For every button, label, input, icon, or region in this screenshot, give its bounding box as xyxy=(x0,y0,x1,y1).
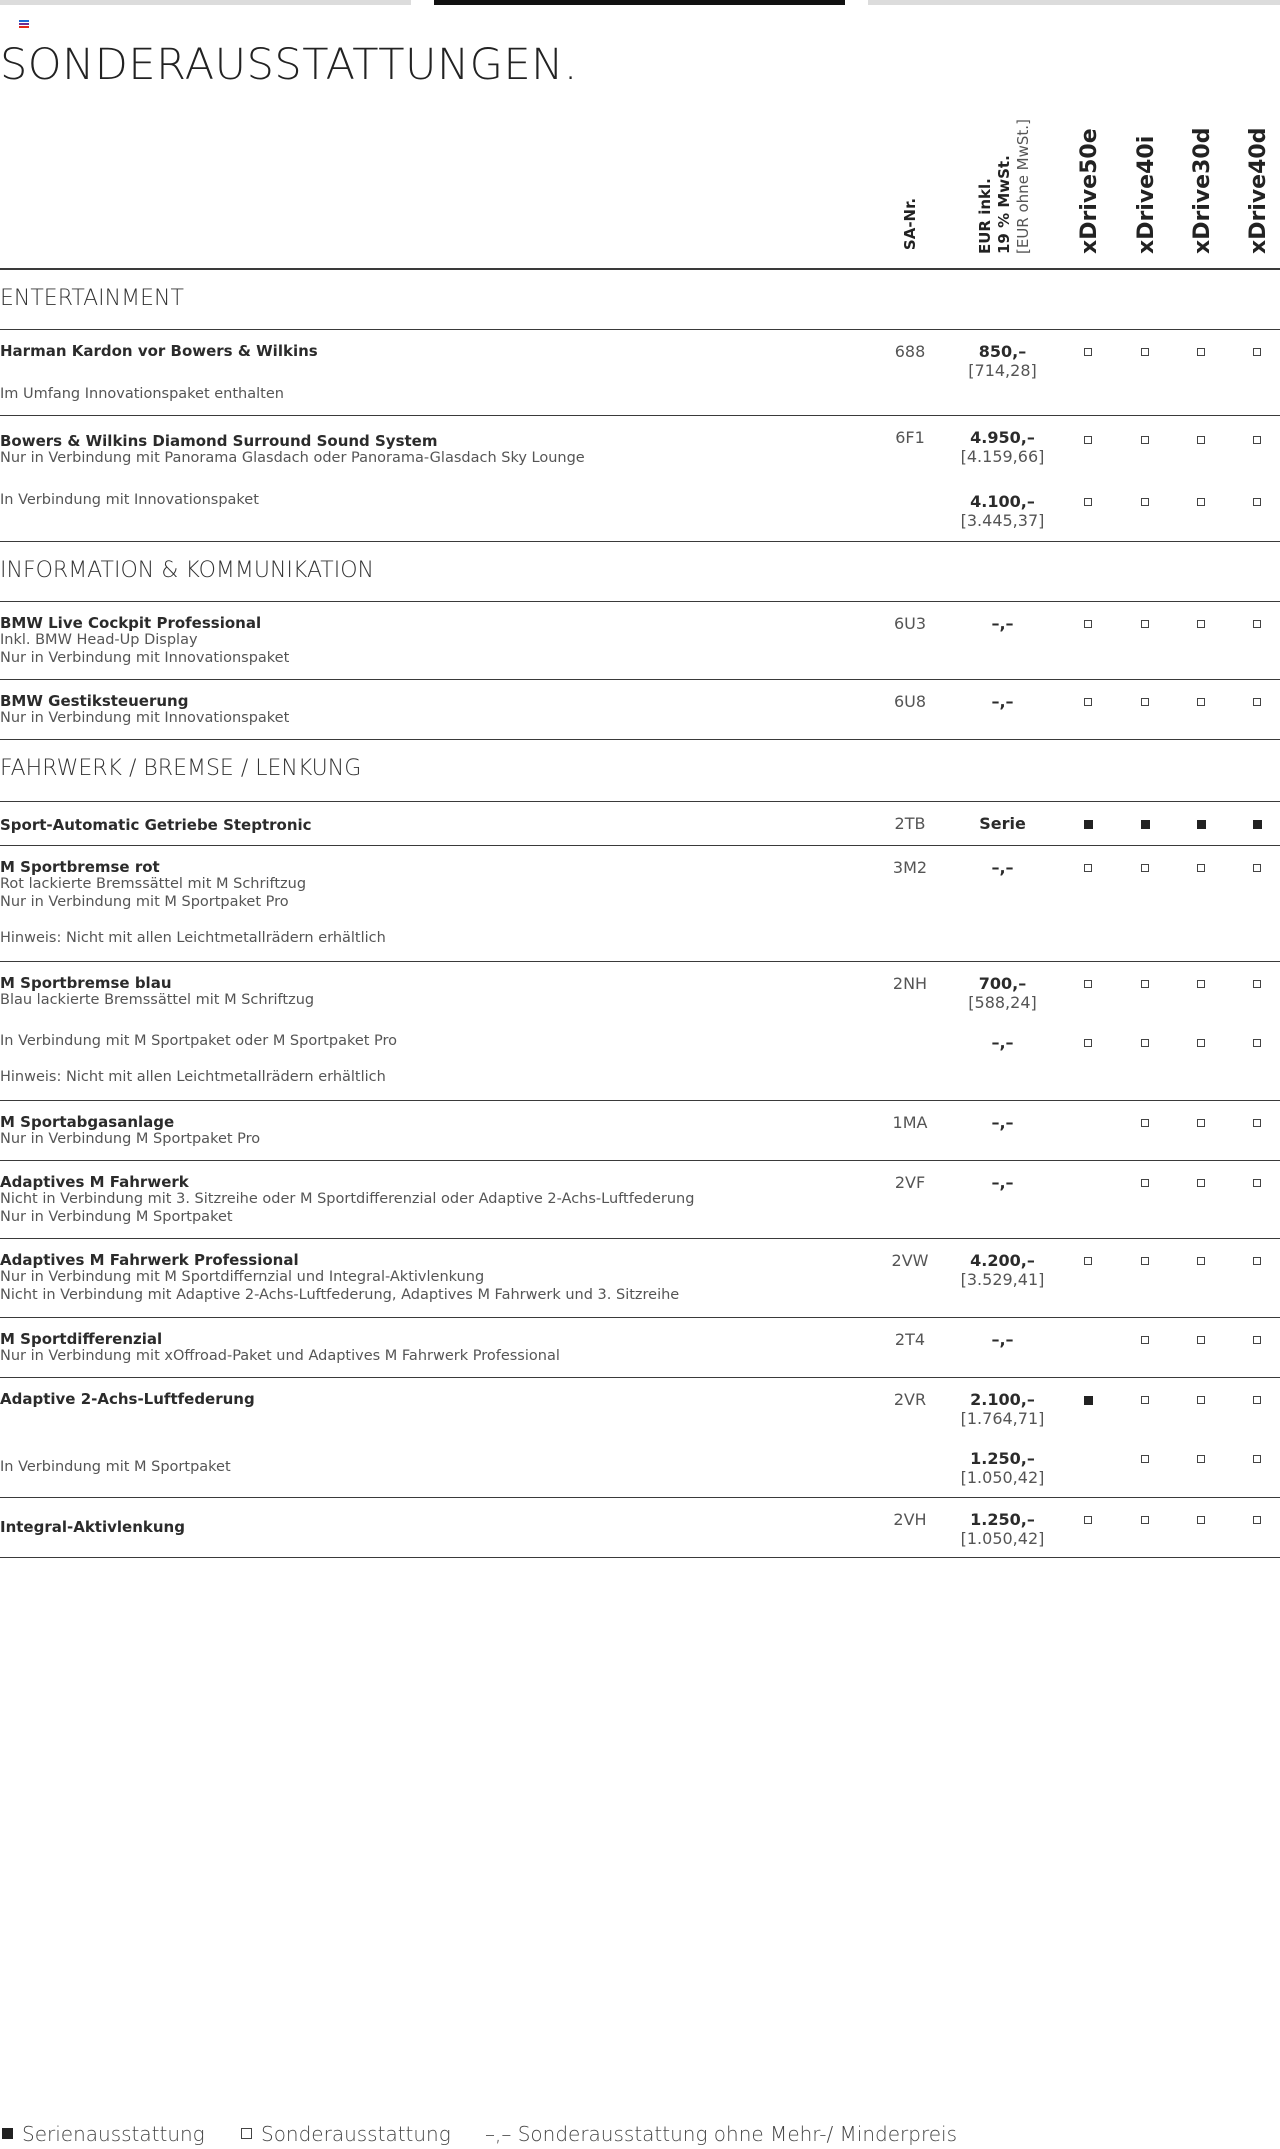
table-row-bowers-wilkins: Bowers & Wilkins Diamond Surround Sound System Nur in Verbindung mit Panorama Glasdach oder Panorama-Glasdach Sky Lounge In Verbindung mit Innovationspaket 6F1 4.950,– [4.159,66] 4.100,– [3.445,37] xyxy=(0,416,1280,542)
option-xdrive50e xyxy=(1084,620,1092,628)
header-sa-nr: SA-Nr. xyxy=(901,197,919,251)
standard-xdrive50e xyxy=(1084,1396,1093,1405)
table-row-adaptives-fahrwerk: Adaptives M Fahrwerk Nicht in Verbindung mit 3. Sitzreihe oder M Sportdifferenzial oder Adaptive 2-Achs-Luftfederung Nur in Verbindung M Sportpaket 2VF –,– xyxy=(0,1161,1280,1239)
option-xdrive40d-alt xyxy=(1253,498,1261,506)
option-xdrive50e xyxy=(1084,980,1092,988)
option-xdrive40i xyxy=(1141,1396,1149,1404)
header-model-xdrive40d: xDrive40d xyxy=(1246,127,1271,254)
legend-no-price: –,– Sonderausstattung ohne Mehr-/ Minderpreis xyxy=(485,2122,958,2146)
option-xdrive50e xyxy=(1084,1257,1092,1265)
table-row-sportbremse-rot: M Sportbremse rot Rot lackierte Bremssättel mit M Schriftzug Nur in Verbindung mit M Sportpaket Pro Hinweis: Nicht mit allen Leichtmetallrädern erhältlich 3M2 –,– xyxy=(0,846,1280,962)
option-xdrive40d xyxy=(1253,698,1261,706)
option-xdrive40d xyxy=(1253,980,1261,988)
progress-segment-3 xyxy=(868,0,1280,5)
option-xdrive40d xyxy=(1253,1257,1261,1265)
option-xdrive40i xyxy=(1141,980,1149,988)
option-xdrive30d xyxy=(1197,1516,1205,1524)
option-xdrive30d xyxy=(1197,1396,1205,1404)
option-xdrive30d xyxy=(1197,436,1205,444)
option-xdrive40i-alt xyxy=(1141,1039,1149,1047)
option-xdrive40d xyxy=(1253,1119,1261,1127)
table-row-live-cockpit: BMW Live Cockpit Professional Inkl. BMW Head-Up Display Nur in Verbindung mit Innovationspaket 6U3 –,– xyxy=(0,602,1280,680)
option-xdrive40i xyxy=(1141,864,1149,872)
option-xdrive40i xyxy=(1141,436,1149,444)
table-row-steptronic: Sport-Automatic Getriebe Steptronic 2TB Serie xyxy=(0,802,1280,846)
progress-segment-1 xyxy=(0,0,411,5)
option-xdrive40d xyxy=(1253,1396,1261,1404)
table-header xyxy=(0,110,1280,270)
option-xdrive40d xyxy=(1253,1336,1261,1344)
option-xdrive30d xyxy=(1197,348,1205,356)
option-xdrive50e xyxy=(1084,864,1092,872)
option-xdrive40i xyxy=(1141,1179,1149,1187)
section-entertainment xyxy=(0,270,1280,330)
option-xdrive40i xyxy=(1141,348,1149,356)
option-xdrive40d xyxy=(1253,864,1261,872)
option-xdrive50e xyxy=(1084,348,1092,356)
option-xdrive30d-alt xyxy=(1197,1455,1205,1463)
option-xdrive30d xyxy=(1197,864,1205,872)
option-xdrive40i xyxy=(1141,1336,1149,1344)
option-xdrive40i-alt xyxy=(1141,1455,1149,1463)
legend-optional: Sonderausstattung xyxy=(241,2122,451,2146)
option-xdrive50e xyxy=(1084,436,1092,444)
option-xdrive30d xyxy=(1197,980,1205,988)
legend-standard: Serienausstattung xyxy=(2,2122,205,2146)
progress-segment-2-active xyxy=(434,0,845,5)
header-model-xdrive40i: xDrive40i xyxy=(1134,135,1159,254)
header-price: EUR inkl. 19 % MwSt. [EUR ohne MwSt.] xyxy=(976,119,1032,254)
section-title: FAHRWERK / BREMSE / LENKUNG xyxy=(0,756,362,781)
section-title: ENTERTAINMENT xyxy=(0,286,184,311)
option-xdrive30d-alt xyxy=(1197,1039,1205,1047)
table-row-gestiksteuerung: BMW Gestiksteuerung Nur in Verbindung mit Innovationspaket 6U8 –,– xyxy=(0,680,1280,740)
section-title: INFORMATION & KOMMUNIKATION xyxy=(0,558,374,583)
option-xdrive30d xyxy=(1197,620,1205,628)
option-xdrive40i xyxy=(1141,1257,1149,1265)
option-xdrive40i xyxy=(1141,698,1149,706)
option-xdrive40i-alt xyxy=(1141,498,1149,506)
option-xdrive30d xyxy=(1197,698,1205,706)
option-xdrive50e xyxy=(1084,1516,1092,1524)
option-xdrive40d xyxy=(1253,436,1261,444)
option-xdrive40d-alt xyxy=(1253,1455,1261,1463)
flag-icon xyxy=(19,20,29,28)
option-xdrive50e-alt xyxy=(1084,1039,1092,1047)
option-xdrive40i xyxy=(1141,1516,1149,1524)
table-row-fahrwerk-professional: Adaptives M Fahrwerk Professional Nur in Verbindung mit M Sportdiffernzial und Integral-Aktivlenkung Nicht in Verbindung mit Adaptive 2-Achs-Luftfederung, Adaptives M Fahrwerk und 3. Sitzreihe 2VW 4.200,– [3.529,41] xyxy=(0,1239,1280,1318)
option-xdrive30d-alt xyxy=(1197,498,1205,506)
option-xdrive40i xyxy=(1141,620,1149,628)
table-row-luftfederung: Adaptive 2-Achs-Luftfederung In Verbindung mit M Sportpaket 2VR 2.100,– [1.764,71] 1.250,– [1.050,42] xyxy=(0,1378,1280,1498)
option-xdrive30d xyxy=(1197,1119,1205,1127)
standard-xdrive40d xyxy=(1253,820,1262,829)
header-model-xdrive50e: xDrive50e xyxy=(1077,128,1102,254)
option-xdrive50e-alt xyxy=(1084,498,1092,506)
page-title: SONDERAUSSTATTUNGEN. xyxy=(0,40,578,90)
option-xdrive40i xyxy=(1141,1119,1149,1127)
section-fahrwerk-bremse-lenkung xyxy=(0,740,1280,802)
page-progress-bars xyxy=(0,0,1280,6)
table-row-integral-aktivlenkung: Integral-Aktivlenkung 2VH 1.250,– [1.050,42] xyxy=(0,1498,1280,1558)
header-model-xdrive30d: xDrive30d xyxy=(1190,127,1215,254)
option-xdrive30d xyxy=(1197,1336,1205,1344)
option-xdrive30d xyxy=(1197,1179,1205,1187)
option-xdrive40d-alt xyxy=(1253,1039,1261,1047)
optional-square-icon xyxy=(241,2128,252,2139)
table-row-sportbremse-blau: M Sportbremse blau Blau lackierte Bremssättel mit M Schriftzug In Verbindung mit M Sportpaket oder M Sportpaket Pro Hinweis: Nicht mit allen Leichtmetallrädern erhältlich 2NH 700,– [588,24] –,– xyxy=(0,962,1280,1101)
option-xdrive50e xyxy=(1084,698,1092,706)
standard-xdrive50e xyxy=(1084,820,1093,829)
section-information-kommunikation xyxy=(0,542,1280,602)
standard-xdrive40i xyxy=(1141,820,1150,829)
option-xdrive40d xyxy=(1253,348,1261,356)
option-xdrive40d xyxy=(1253,620,1261,628)
option-xdrive30d xyxy=(1197,1257,1205,1265)
table-row-harman-kardon: Harman Kardon vor Bowers & Wilkins Im Umfang Innovationspaket enthalten 688 850,– [714,28] xyxy=(0,330,1280,416)
table-row-sportdifferenzial: M Sportdifferenzial Nur in Verbindung mit xOffroad-Paket und Adaptives M Fahrwerk Professional 2T4 –,– xyxy=(0,1318,1280,1378)
option-xdrive40d xyxy=(1253,1179,1261,1187)
standard-square-icon xyxy=(2,2128,13,2139)
table-row-sportabgasanlage: M Sportabgasanlage Nur in Verbindung M Sportpaket Pro 1MA –,– xyxy=(0,1101,1280,1161)
standard-xdrive30d xyxy=(1197,820,1206,829)
option-xdrive40d xyxy=(1253,1516,1261,1524)
